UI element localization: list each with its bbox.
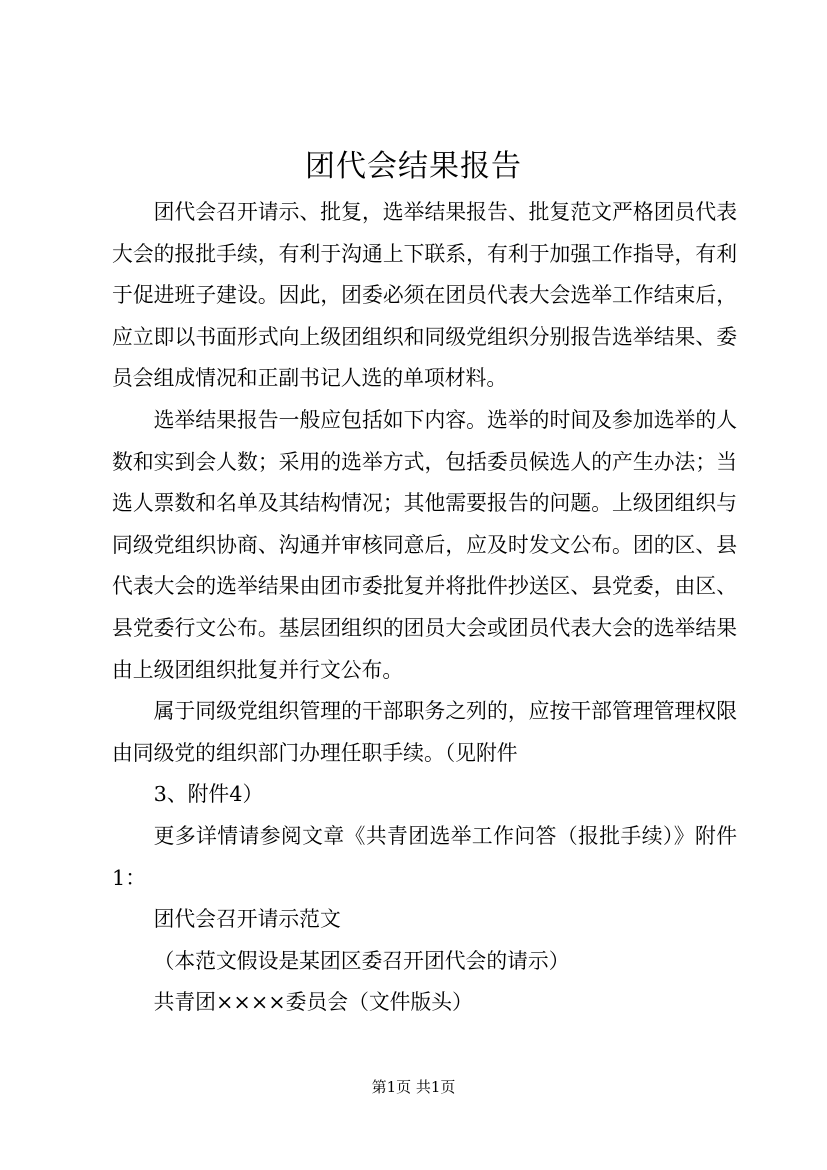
document-body bbox=[112, 192, 737, 1024]
document-title: 团代会结果报告 bbox=[305, 149, 522, 184]
paragraph-more-details: 更多详情请参阅文章《共青团选举工作问答（报批手续）》附件1： bbox=[112, 823, 737, 890]
paragraph-sample-note: （本范文假设是某团区委召开团代会的请示） bbox=[153, 948, 570, 973]
paragraph-intro: 团代会召开请示、批复，选举结果报告、批复范文严格团员代表大会的报批手续，有利于沟通上下联系，有利于加强工作指导，有利于促进班子建设。因此，团委必须在团员代表大会选举工作结束后，应立即以书面形式向上级团组织和同级党组织分别报告选举结果、委员会组成情况和正副书记人选的单项材料。 bbox=[112, 200, 737, 391]
paragraph-attachment-ref: 3、附件4） bbox=[153, 782, 264, 807]
paragraph-appointment: 属于同级党组织管理的干部职务之列的，应按干部管理管理权限由同级党的组织部门办理任职手续。（见附件 bbox=[112, 699, 737, 765]
page-footer: 第1页 共1页 bbox=[371, 1078, 456, 1096]
paragraph-letterhead: 共青团××××委员会（文件版头） bbox=[153, 990, 473, 1015]
paragraph-sample-title: 团代会召开请示范文 bbox=[153, 907, 341, 932]
paragraph-report-contents: 选举结果报告一般应包括如下内容。选举的时间及参加选举的人数和实到会人数；采用的选举方式，包括委员候选人的产生办法；当选人票数和名单及其结构情况；其他需要报告的问题。上级团组织与同级党组织协商、沟通并审核同意后，应及时发文公布。团的区、县代表大会的选举结果由团市委批复并将批件抄送区、县党委，由区、县党委行文公布。基层团组织的团员大会或团员代表大会的选举结果由上级团组织批复并行文公布。 bbox=[112, 407, 737, 682]
